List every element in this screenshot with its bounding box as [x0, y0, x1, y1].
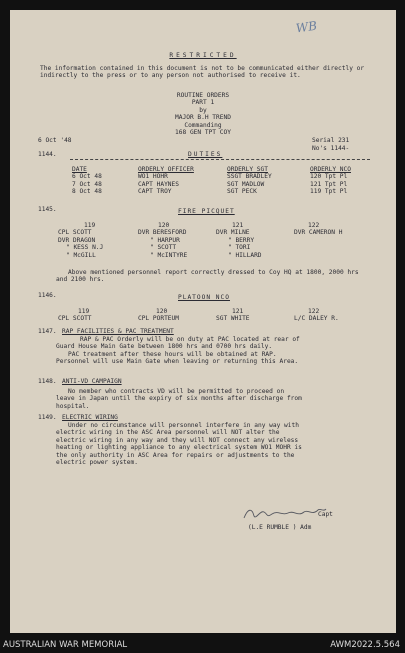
signature-rank: Capt	[318, 511, 333, 518]
nco-column	[58, 308, 92, 323]
body-line: electric wiring in the ASC Area personnel will NOT alter the	[56, 429, 280, 437]
signature-scribble	[242, 504, 328, 522]
title-line: MAJOR B.H TREND	[175, 114, 231, 122]
picquet-name: " McINTYRE	[150, 251, 188, 259]
body-line: the only authority in ASC Area for repairs or adjustments to the	[56, 451, 295, 459]
table-cell: SGT PECK	[227, 188, 257, 196]
unit-number: 122	[308, 308, 320, 315]
table-header: ORDERLY SGT	[227, 166, 268, 173]
table-cell: 6 Oct 48	[72, 173, 102, 181]
picquet-name: DVR CAMERON H	[294, 229, 343, 237]
section-number: 1145.	[38, 206, 57, 213]
title-line: PART 1	[191, 99, 215, 107]
picquet-name: DVR MILNE	[216, 229, 250, 237]
table-cell: CAPT TROY	[138, 188, 172, 196]
title-line: Commanding	[184, 121, 222, 129]
table-header: ORDERLY NCO	[310, 166, 351, 173]
table-header-row	[72, 166, 372, 173]
disclaimer-text: The information contained in this document is not to be communicated either directly or indirectly to the press or to any person not authorised to receive it.	[40, 65, 365, 80]
nco-name: CPL PORTEUM	[138, 315, 179, 323]
picquet-column	[138, 222, 187, 259]
picquet-name: " TORI	[228, 244, 251, 252]
table-cell: 7 Oct 48	[72, 180, 102, 188]
section-heading: PLATOON NCO	[178, 294, 230, 301]
duties-table	[72, 166, 372, 196]
nco-column	[294, 308, 339, 323]
section-number: 1148.	[38, 378, 57, 385]
body-line: RAP & PAC Orderly will be on duty at PAC located at rear of	[80, 336, 300, 343]
picquet-name: DVR BERESFORD	[138, 229, 187, 237]
orders-title-block	[130, 92, 276, 136]
picquet-column	[216, 222, 262, 259]
nco-name: SGT WHITE	[216, 315, 250, 323]
body-line: Under no circumstance will personnel interfere in any way with	[68, 422, 299, 429]
unit-number: 121	[232, 308, 244, 315]
section-number: 1146.	[38, 292, 57, 299]
classification-heading: RESTRICTED	[169, 52, 237, 59]
body-line: heating or lighting appliance to any electrical system WO1 MOHR is	[56, 444, 302, 452]
picquet-name: DVR DRAGON	[58, 236, 96, 244]
body-line: electric power system.	[56, 459, 138, 467]
picquet-name: " HARPUR	[150, 236, 180, 244]
unit-number: 120	[156, 308, 168, 315]
table-row	[72, 188, 372, 195]
table-cell: SSGT BRADLEY	[227, 173, 272, 181]
section-heading: ELECTRIC WIRING	[62, 414, 118, 421]
table-row	[72, 181, 372, 188]
table-header: DATE	[72, 166, 87, 173]
nco-name: CPL SCOTT	[58, 315, 92, 323]
footer-accession-number: AWM2022.5.564	[330, 640, 400, 650]
body-line: hospital.	[56, 402, 90, 410]
picquet-name: CPL SCOTT	[58, 229, 92, 237]
unit-number: 122	[308, 222, 320, 229]
table-cell: WO1 HOHR	[138, 173, 168, 181]
section-number: 1147.	[38, 328, 57, 335]
picquet-column	[58, 222, 103, 259]
footer-bar	[0, 636, 405, 653]
section-body	[56, 422, 302, 466]
body-line: No member who contracts VD will be permitted to proceed on	[68, 388, 285, 395]
section-heading: DUTIES	[188, 151, 223, 158]
picquet-name: " McGILL	[66, 251, 96, 259]
unit-number: 121	[232, 222, 244, 229]
section-heading: ANTI-VD CAMPAIGN	[62, 378, 122, 385]
picquet-name: " KESS N.J	[66, 244, 104, 252]
nco-column	[138, 308, 179, 323]
title-line: ROUTINE ORDERS	[176, 92, 230, 99]
table-cell: SGT MADLOW	[227, 180, 265, 188]
body-line: Personnel will use Main Gate when leaving or returning this Area.	[56, 358, 299, 366]
table-row	[72, 173, 372, 180]
section-heading: FIRE PICQUET	[178, 208, 235, 215]
signature-name: (L.E RUMBLE ) Adm	[248, 524, 312, 531]
table-header: ORDERLY OFFICER	[138, 166, 194, 173]
table-cell: 120 Tpt Pl	[310, 173, 348, 181]
title-line: 168 GEN TPT COY	[175, 129, 231, 137]
table-cell: CAPT HAYNES	[138, 180, 179, 188]
picquet-name: " HILLARD	[228, 251, 262, 259]
nco-column	[216, 308, 250, 323]
section-number: 1149.	[38, 414, 57, 421]
body-line: electric wiring in any way and they will NOT connect any wireless	[56, 436, 299, 444]
document-page	[10, 10, 396, 633]
picquet-note: Above mentioned personnel report correctly dressed to Coy HQ at 1800, 2000 hrs and 2100 hrs.	[56, 269, 359, 284]
section-number: 1144.	[38, 151, 57, 158]
picquet-column	[294, 222, 342, 237]
picquet-name: " SCOTT	[150, 244, 177, 252]
serial-number: Serial 231	[312, 137, 350, 144]
section-body	[56, 388, 302, 410]
table-cell: 8 Oct 48	[72, 188, 102, 196]
handwritten-mark: WB	[295, 18, 318, 36]
title-line: by	[199, 106, 207, 114]
body-line: PAC treatment after these hours will be obtained at RAP.	[68, 350, 277, 358]
section-heading: RAP FACILITIES & PAC TREATMENT	[62, 328, 174, 335]
heading-rule	[70, 159, 370, 160]
order-numbers: No's 1144-	[312, 145, 350, 152]
body-line: leave in Japan until the expiry of six months after discharge from	[56, 395, 302, 403]
unit-number: 119	[84, 222, 96, 229]
section-body	[56, 336, 300, 366]
unit-number: 119	[78, 308, 90, 315]
table-cell: 121 Tpt Pl	[310, 180, 348, 188]
picquet-name: " BERRY	[228, 236, 255, 244]
table-cell: 119 Tpt Pl	[310, 188, 348, 196]
unit-number: 120	[158, 222, 170, 229]
order-date: 6 Oct '48	[38, 137, 72, 144]
nco-name: L/C DALEY R.	[294, 315, 339, 323]
body-line: Guard House Main Gate between 1800 hrs and 0700 hrs daily.	[56, 343, 273, 351]
footer-institution: AUSTRALIAN WAR MEMORIAL	[3, 640, 128, 650]
